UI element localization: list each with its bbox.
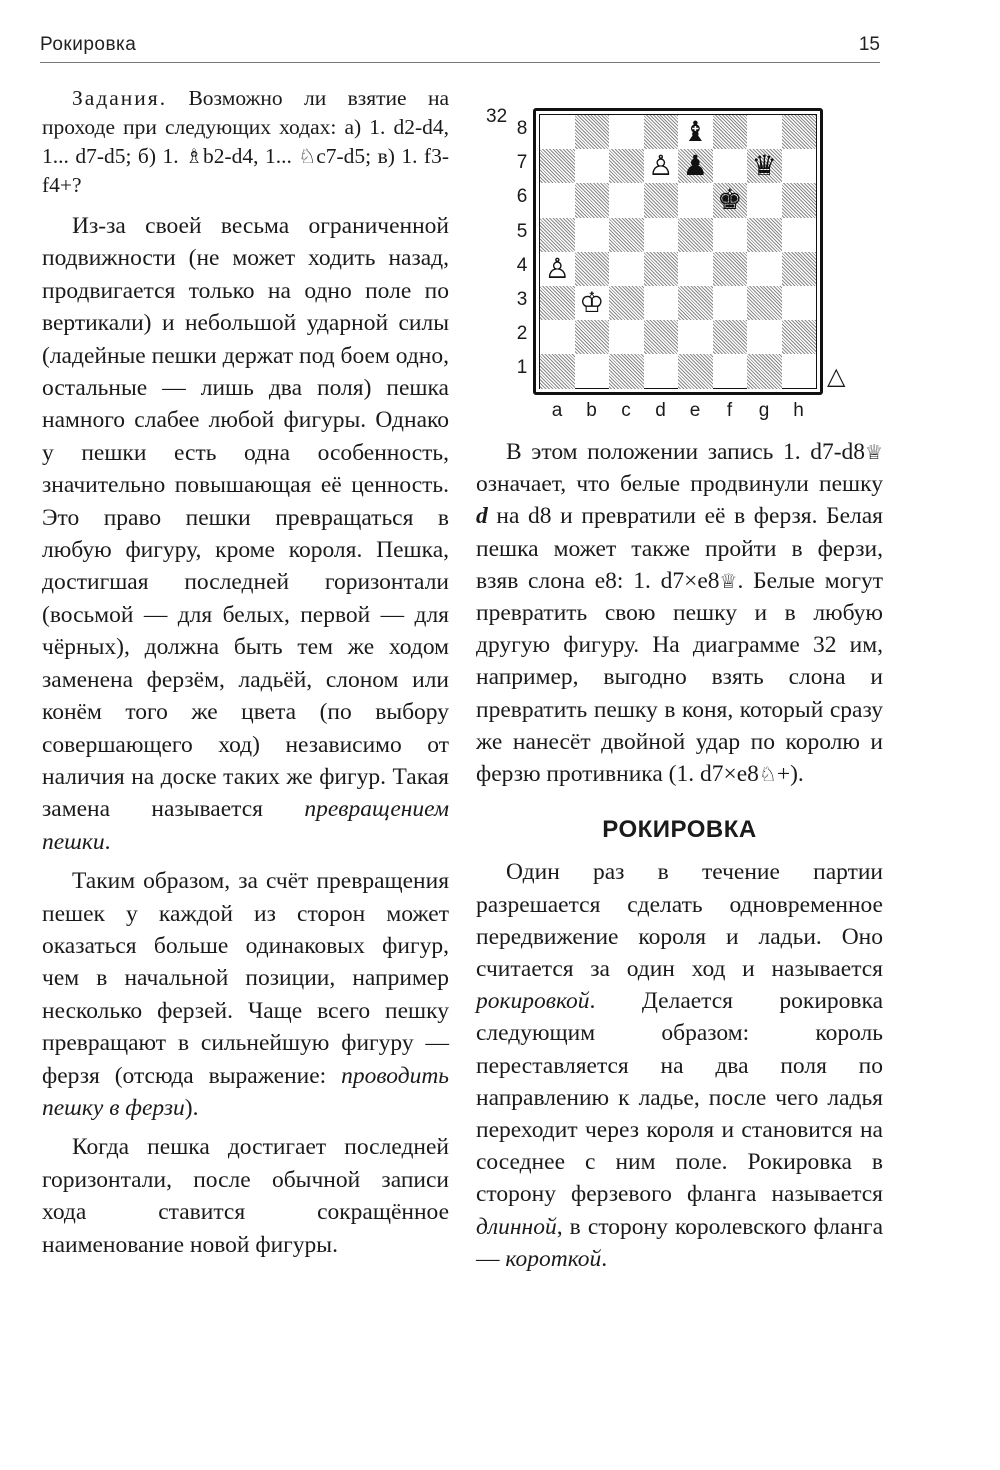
- term-pawn-promotion: превращением пешки: [42, 796, 449, 855]
- black-bishop-icon: ♝: [682, 115, 708, 148]
- board-square: [609, 115, 644, 149]
- header-divider: [40, 62, 880, 63]
- board-square: [540, 218, 575, 252]
- board-squares: [539, 114, 817, 389]
- board-square: [540, 320, 575, 354]
- rank-label: 3: [516, 289, 528, 310]
- board-square: [609, 218, 644, 252]
- black-king-icon: ♚: [717, 183, 743, 217]
- board-square: [782, 354, 817, 388]
- board-square: [644, 218, 679, 252]
- rank-label: 7: [516, 152, 528, 174]
- body-paragraph: [42, 865, 449, 1124]
- board-square: [678, 320, 713, 354]
- rank-label: 6: [516, 186, 528, 208]
- board-square: [575, 149, 610, 183]
- paragraph-text: , в сторону королевского фланга —: [476, 1213, 883, 1272]
- chess-diagram: [476, 100, 886, 430]
- board-square: [609, 252, 644, 286]
- file-label: a: [551, 400, 563, 421]
- board-square: [540, 286, 575, 320]
- paragraph-text: Из-за своей весьма ограниченной подвижности (не может ходить назад, продвигается только на одно поле по вертикали) и небольшой ударной силы (ладейные пешки держат под боем одно, остальные — лишь два поля) пешка намного слабее любой фигуры. Однако у пешки есть одна особенность, значительно повышающая её ценность. Это право пешки превращаться в любую фигуру, кроме короля. Пешка, достигшая последней горизонтали (восьмой — для белых, первой — для чёрных), должна быть тем же ходом заменена ферзём, ладьёй, слоном или конём того же цвета (по выбору совершающего ход) независимо от наличия на доске таких же фигур. Такая замена называется: [42, 213, 449, 823]
- file-label: c: [621, 400, 631, 421]
- white-pawn-icon: ♙: [648, 149, 674, 183]
- knight-icon: ♘: [298, 144, 317, 168]
- board-square: [782, 149, 817, 183]
- board-square: [609, 183, 644, 217]
- board-square: [747, 354, 782, 388]
- rank-label: 4: [516, 254, 528, 276]
- right-column: [476, 436, 883, 1275]
- board-square: [747, 183, 782, 217]
- page-number: 15: [858, 34, 880, 55]
- file-label: d: [655, 400, 666, 421]
- task-text: b2-d4, 1...: [202, 144, 299, 168]
- board-square: [747, 218, 782, 252]
- body-paragraph: [476, 436, 883, 790]
- task-text: c7-d5; в) 1. f3-f4+?: [42, 144, 449, 197]
- board-square: [678, 286, 713, 320]
- queen-icon: ♕: [719, 568, 738, 593]
- board-square: [713, 286, 748, 320]
- chess-board: [533, 108, 823, 395]
- paragraph-text: В этом положении запись 1. d7-d8: [506, 439, 866, 465]
- running-header: Рокировка: [40, 34, 137, 55]
- section-title: РОКИРОВКА: [602, 816, 757, 844]
- board-square: [713, 320, 748, 354]
- white-pawn-icon: ♙: [544, 251, 570, 285]
- task-text: Возможно ли взятие на проходе при следующих ходах: а) 1. d2-d4, 1... d7-d5; б) 1.: [42, 86, 449, 168]
- term-long: длинной: [476, 1213, 557, 1240]
- queen-icon: ♕: [865, 440, 883, 464]
- board-square: [713, 149, 748, 183]
- board-square: [609, 354, 644, 388]
- file-label: h: [793, 400, 804, 421]
- board-square: [540, 149, 575, 183]
- file-label: g: [758, 400, 770, 421]
- board-square: [540, 354, 575, 388]
- white-king-icon: ♔: [579, 286, 605, 319]
- board-square: [782, 286, 817, 320]
- board-square: [713, 252, 748, 286]
- rank-label: 1: [516, 357, 528, 379]
- paragraph-text: означает, что белые продвинули пешку: [476, 471, 883, 498]
- paragraph-text: ).: [184, 1094, 199, 1121]
- board-square: [575, 183, 610, 217]
- board-square: [540, 115, 575, 149]
- paragraph-text: .: [104, 828, 111, 855]
- board-square: [678, 183, 713, 217]
- board-square: [644, 252, 679, 286]
- term-short: короткой: [505, 1245, 602, 1272]
- board-square: [782, 252, 817, 286]
- board-square: [644, 286, 679, 320]
- board-square: [609, 320, 644, 354]
- board-square: [644, 320, 679, 354]
- board-square: [782, 183, 817, 217]
- task-label: Задания.: [72, 86, 168, 110]
- board-square: [678, 252, 713, 286]
- rank-label: 2: [516, 323, 528, 345]
- file-label: f: [726, 400, 733, 421]
- black-queen-icon: ♛: [751, 149, 777, 183]
- paragraph-text: Один раз в течение партии разрешается сделать одновременное передвижение короля и ладьи. Оно считается за один ход и называется: [476, 859, 883, 983]
- paragraph-text: на d8 и превратили её в ферзя. Белая пешка может также пройти в ферзи, взяв слона е8: 1. d7×e8: [476, 503, 883, 594]
- board-square: [575, 115, 610, 149]
- white-to-move-icon: △: [827, 362, 846, 390]
- bishop-icon: ♗: [185, 144, 203, 168]
- term-castling: рокировкой: [476, 988, 590, 1015]
- board-square: [782, 115, 817, 149]
- board-square: [609, 286, 644, 320]
- body-paragraph: [476, 856, 883, 1275]
- board-square: [747, 252, 782, 286]
- board-square: [575, 252, 610, 286]
- paragraph-text: . Делается рокировка следующим образом: король переставляется на два поля по направлению к ладье, после чего ладья переходит через короля и становится на соседнее с ним поле. Рокировка в сторону ферзевого фланга называется: [476, 988, 883, 1208]
- board-square: [678, 218, 713, 252]
- paragraph-text: .: [601, 1245, 608, 1272]
- board-square: [609, 149, 644, 183]
- diagram-number: 32: [486, 106, 508, 127]
- board-square: [575, 320, 610, 354]
- board-square: [644, 354, 679, 388]
- board-square: [575, 354, 610, 388]
- body-paragraph: Когда пешка достигает последней горизонтали, после обычной записи хода ставится сокращённое наименование новой фигуры.: [42, 1134, 449, 1258]
- board-square: [644, 183, 679, 217]
- body-paragraph: [42, 210, 449, 858]
- term-queening: проводить пешку в ферзи: [42, 1062, 449, 1121]
- board-square: [644, 115, 679, 149]
- paragraph-text: . Белые могут превратить свою пешку и в любую другую фигуру. На диаграмме 32 им, например, выгодно взять слона и превратить пешку в коня, который сразу же нанесёт двойной удар по королю и ферзю противника (1. d7×e8: [476, 567, 883, 788]
- board-square: [575, 218, 610, 252]
- paragraph-text: +).: [776, 761, 804, 788]
- file-label: b: [586, 400, 597, 421]
- task-paragraph: [42, 84, 449, 200]
- board-square: [713, 218, 748, 252]
- board-square: [747, 286, 782, 320]
- board-square: [782, 218, 817, 252]
- board-square: [747, 115, 782, 149]
- board-square: [713, 354, 748, 388]
- board-square: [678, 354, 713, 388]
- left-column: [42, 84, 449, 1268]
- rank-label: 5: [516, 220, 528, 242]
- black-pawn-icon: ♟: [682, 149, 708, 183]
- board-square: [713, 115, 748, 149]
- paragraph-text: Таким образом, за счёт превращения пешек у каждой из сторон может оказаться больше одинаковых фигур, чем в начальной позиции, например несколько ферзей. Чаще всего пешку превращают в сильнейшую фигуру — ферзя (отсюда выражение:: [42, 868, 449, 1089]
- file-label: e: [689, 400, 701, 421]
- rank-label: 8: [516, 118, 528, 139]
- board-square: [747, 320, 782, 354]
- knight-icon: ♘: [758, 762, 777, 787]
- board-square: [540, 183, 575, 217]
- file-letter: d: [476, 503, 488, 530]
- board-square: [782, 320, 817, 354]
